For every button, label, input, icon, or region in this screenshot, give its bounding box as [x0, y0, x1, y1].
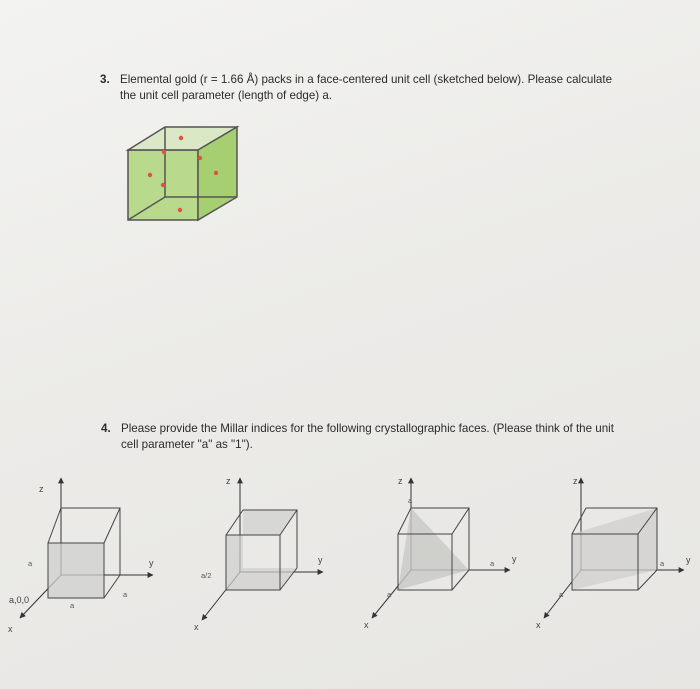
a-label-top: a	[408, 496, 413, 505]
cube-diagram-3	[364, 476, 517, 630]
x-label: x	[194, 622, 199, 632]
a-label-depth: a	[123, 590, 128, 599]
z-label: z	[39, 484, 44, 494]
x-label: x	[364, 620, 369, 630]
cube-edge	[104, 575, 120, 598]
cube-edge	[104, 508, 120, 543]
shaded-plane	[226, 510, 297, 590]
atom-right-face	[214, 171, 218, 175]
atom-top-face	[179, 136, 183, 140]
question-3-line-1: Elemental gold (r = 1.66 Å) packs in a face-centered unit cell (sketched below). Please calculate	[120, 73, 613, 86]
question-4-line-2: cell parameter "a" as "1").	[121, 438, 253, 451]
question-3-line-2: the unit cell parameter (length of edge) a.	[120, 89, 333, 102]
shaded-plane	[398, 508, 469, 590]
question-4-line-1: Please provide the Millar indices for the following crystallographic faces. (Please think of the unit	[121, 422, 614, 435]
half-label: a/2	[201, 571, 212, 580]
fcc-unit-cell	[128, 127, 237, 220]
cube-connect	[48, 508, 61, 543]
cube-edge	[452, 508, 469, 534]
x-label: x	[8, 624, 13, 634]
question-3-number: 3.	[100, 73, 110, 86]
a-label-depth: a	[559, 590, 564, 599]
a-label-right: a	[660, 559, 665, 568]
y-label: y	[318, 555, 323, 565]
question-4-number: 4.	[101, 422, 111, 435]
cube-diagram-2	[194, 476, 323, 632]
cube-diagram-4	[536, 476, 691, 630]
atom-bottom-face	[178, 208, 182, 212]
z-label: z	[573, 476, 578, 486]
a-label-bottom: a	[70, 601, 75, 610]
a-label-right: a	[490, 559, 495, 568]
z-label: z	[226, 476, 231, 486]
atom-front-face	[161, 183, 165, 187]
y-label: y	[686, 555, 691, 565]
cube-diagram-1	[8, 478, 154, 634]
shaded-plane	[572, 508, 657, 590]
shaded-face	[48, 543, 104, 598]
atom-back-face	[162, 150, 166, 154]
a-label-left: a	[28, 559, 33, 568]
cube-edge	[572, 508, 586, 534]
atom-left-face	[148, 173, 152, 177]
x-label: x	[536, 620, 541, 630]
origin-label: a,0,0	[9, 595, 30, 605]
y-label: y	[512, 554, 517, 564]
y-label: y	[149, 558, 154, 568]
a-label-depth: a	[387, 590, 392, 599]
z-label: z	[398, 476, 403, 486]
atom-front-upper	[198, 156, 202, 160]
